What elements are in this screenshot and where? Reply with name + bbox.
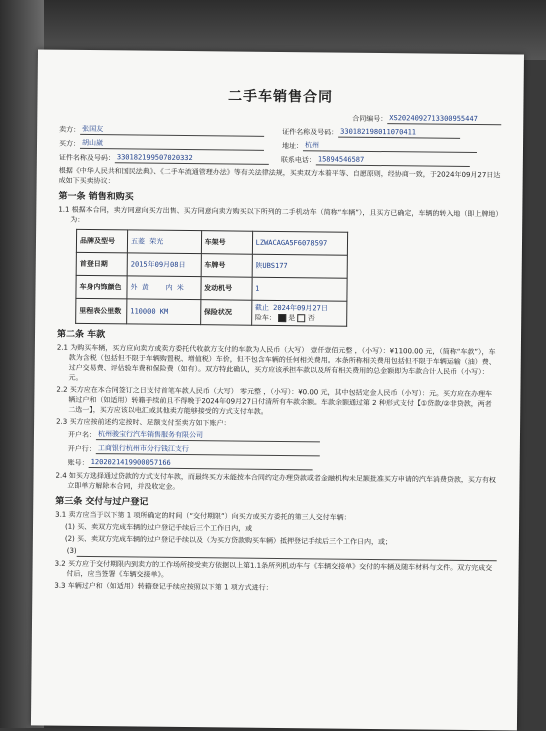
bank-name: 工商银行杭州市分行钱江支行 — [96, 443, 320, 456]
insurance-date: 截止 2024年09月27日 — [254, 303, 328, 313]
mileage-header: 里程表公里数 — [76, 298, 127, 324]
accident-yes-checkbox[interactable] — [278, 314, 286, 322]
buyer-id-row — [59, 152, 501, 168]
buyer-label: 买方： — [58, 139, 81, 148]
color-header: 车身内饰颜色 — [76, 275, 127, 299]
accident-label: 险车： — [254, 313, 276, 322]
bank-name-row — [68, 443, 498, 459]
bank-holder: 杭州骏宝行汽车销售服务有限公司 — [96, 429, 320, 442]
phone: 15894546587 — [316, 154, 470, 167]
clause-2-3: 2.3 买方应按前述约定按时、足额支付至卖方如下账户： — [56, 417, 231, 428]
accident-yes-label: 是 — [288, 314, 296, 323]
clause-2-1: 2.1 为购买车辆，买方应向卖方或卖方委托代收款方支付的车款为人民币（大写） 壹仟壹佰元整 ，（小写）：¥1100.00 元，（简称“车款”），车款为含税（包括但不限于车辆购置税、增值税）车价，但不包含车辆的任何相关费用。本条所称相关费用包括但不限于车辆运输（油）费、过户交易费、评估验车费和保险费（如有）。双方特此确认，买方应该承担车款以及所有相关费用的总金额即为车款合计人民币（小写）：元。 — [56, 343, 496, 382]
seller-id-label: 证件名称及号码： — [282, 128, 339, 137]
bank-holder-label: 开户名： — [67, 430, 97, 440]
bank-acct-label: 账号： — [67, 458, 89, 468]
address-label: 地址： — [281, 142, 304, 151]
engine-value: 1 — [252, 277, 348, 301]
section-2-title: 第二条 车款 — [56, 329, 106, 341]
clause-2-4: 2.4 如买方选择通过贷款的方式支付车款，而最终买方未能按本合同约定办理贷款或者金融机构未足额批准买方申请的汽车消费贷款，买方有权立即单方解除本合同，并没收定金。 — [55, 471, 496, 491]
insurance-value — [251, 300, 347, 326]
clause-3-2: 3.2 买方应于交付期限内到卖方的工作场所接受卖方依据以上第1.1条所列机动车与《车辆交接单》交付的车辆及随车材料与文件。双方完成交付后，应当签署《车辆交接单》。 — [54, 559, 493, 579]
vehicle-table — [75, 229, 348, 327]
contract-content — [54, 90, 501, 598]
color-exterior: 外 黄 — [130, 283, 149, 292]
accident-no-label: 否 — [307, 314, 315, 323]
phone-label: 联系电话： — [280, 156, 316, 165]
color-value — [127, 276, 201, 300]
address: 杭州 — [303, 140, 477, 153]
plate-value: 陕UBS177 — [252, 254, 348, 278]
contract-no-label: 合同编号： — [352, 114, 388, 124]
bank-acct: 1202021419900057166 — [89, 457, 313, 470]
seller-row — [59, 124, 501, 140]
clause-1-1: 1.1 根据本合同，卖方同意向买方出售、买方同意向卖方购买以下所列的二手机动车（简称“车辆”），且买方已确定，车辆的转入地（即上牌地）为： — [58, 205, 499, 224]
buyer-name: 胡山崴 — [80, 138, 264, 151]
clause-3-1-c: (3) — [77, 546, 497, 561]
contract-no: XS2024092713300955447 — [387, 113, 501, 125]
contract-title: 二手车销售合同 — [227, 88, 334, 106]
brand-header: 品牌及型号 — [76, 229, 127, 253]
engine-header: 发动机号 — [201, 277, 252, 301]
clause-2-2: 2.2 买方应在本合同签订之日支付首笔车款人民币（大写） 零元整 ，（小写）：¥0.00 元，其中包括定金人民币（小写）：元。买方应在办理车辆过户和（如适用）转籍手续前且不得晚于2024年09月27日付清所有车款余额。车款余额通过第 2 种形式支付【①贷款/②非贷款，两者二选一】，买方应该以电汇或其他卖方能够接受的方式支付车款。 — [56, 385, 493, 416]
contract-page — [31, 49, 524, 730]
contract-no-row — [59, 110, 501, 126]
vin-value: LZWACAGA5F6078597 — [252, 231, 348, 255]
reg-date-value: 2015年09月08日 — [127, 253, 201, 277]
reg-date-header: 首登日期 — [76, 252, 127, 276]
vin-header: 车架号 — [201, 231, 252, 255]
intro-text: 根据《中华人民共和国民法典》、《二手车流通管理办法》等有关法律法规，买卖双方本着平等、自愿原则，经协商一致，于2024年09月27日达成如下买卖协议： — [58, 166, 501, 186]
clause-3-1-a: (1) 买、卖双方完成车辆的过户登记手续后三个工作日内，或 — [64, 522, 253, 533]
plate-header: 车牌号 — [201, 254, 252, 278]
seller-name: 张国友 — [80, 124, 264, 137]
bank-holder-row — [68, 429, 498, 445]
bank-name-label: 开户行： — [67, 444, 96, 454]
accident-no-checkbox[interactable] — [297, 314, 305, 322]
section-3-title: 第三条 交付与过户登记 — [55, 496, 149, 508]
clause-3-1: 3.1 卖方应当于以下第 1 项所确定的时间（“交付期限”）向买方或买方委托的第三人交付车辆： — [55, 510, 351, 522]
section-1-title: 第一条 销售和购买 — [58, 191, 134, 203]
buyer-id-label: 证件名称及号码： — [58, 153, 115, 163]
buyer-id: 330182199507020332 — [115, 152, 269, 165]
brand-value: 五菱 荣光 — [127, 230, 201, 254]
accident-row — [255, 313, 343, 324]
seller-id: 330182198011070411 — [338, 127, 460, 139]
mileage-value: 110000 KM — [127, 299, 201, 325]
clause-3-1-b: (2) 买、卖双方完成车辆的过户登记手续以及（为买方贷款购买车辆）抵押登记手续后三个工作日内，或； — [64, 534, 393, 547]
clause-3-3: 3.3 车辆过户和（如适用）转籍登记手续应按照以下第 1 项方式进行： — [54, 581, 273, 592]
color-interior: 内 米 — [165, 283, 184, 292]
insurance-header: 保险状况 — [200, 300, 251, 326]
buyer-row — [59, 138, 501, 154]
seller-label: 卖方： — [59, 125, 81, 134]
bank-acct-row — [68, 457, 498, 473]
